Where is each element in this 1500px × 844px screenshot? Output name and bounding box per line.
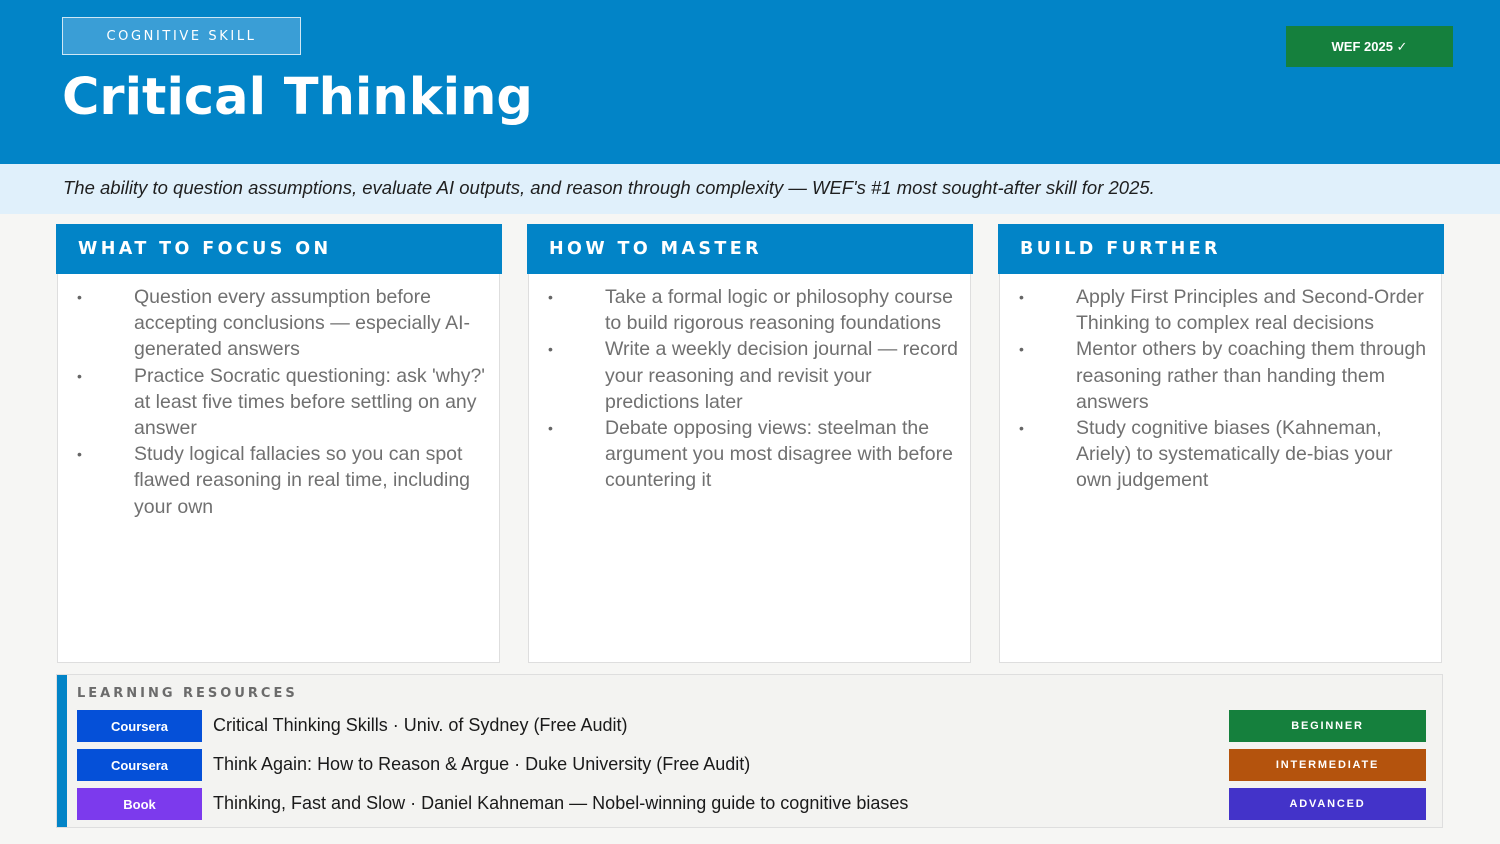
list-item xyxy=(76,284,490,363)
bullet-icon: • xyxy=(77,289,82,305)
list-item xyxy=(76,441,490,520)
list-item xyxy=(547,415,961,494)
card-header: BUILD FURTHER xyxy=(998,224,1444,274)
resources-accent-bar xyxy=(57,675,67,827)
bullet-icon: • xyxy=(548,289,553,305)
level-badge: BEGINNER xyxy=(1229,710,1426,742)
list-item xyxy=(1018,336,1432,415)
list-item xyxy=(1018,415,1432,494)
bullet-icon: • xyxy=(1019,420,1024,437)
level-badge: ADVANCED xyxy=(1229,788,1426,820)
resource-text: Think Again: How to Reason & Argue · Duke University (Free Audit) xyxy=(213,754,751,774)
source-badge: Coursera xyxy=(77,749,202,781)
resources-title: LEARNING RESOURCES xyxy=(77,686,298,701)
list-item xyxy=(1018,284,1432,336)
card-list xyxy=(1018,284,1432,494)
level-badge: INTERMEDIATE xyxy=(1229,749,1426,781)
tagline: The ability to question assumptions, evaluate AI outputs, and reason through complexity — WEF's #1 most sought-after skill for 2025. xyxy=(63,177,1155,198)
bullet-icon: • xyxy=(77,446,82,463)
bullet-icon: • xyxy=(1019,289,1024,305)
card-list xyxy=(547,284,961,494)
list-item-text: Study cognitive biases (Kahneman, Ariely) to systematically de-bias your own judgement xyxy=(1076,417,1393,492)
resource-row xyxy=(77,788,1427,820)
list-item-text: Question every assumption before accepting conclusions — especially AI-generated answers xyxy=(134,286,471,361)
learning-resources-panel xyxy=(56,674,1443,828)
list-item-text: Practice Socratic questioning: ask 'why?' at least five times before settling on any answer xyxy=(134,364,486,440)
card-header: WHAT TO FOCUS ON xyxy=(56,224,502,274)
card-what-to-focus-on xyxy=(56,224,502,664)
card-header: HOW TO MASTER xyxy=(527,224,973,274)
list-item-text: Study logical fallacies so you can spot flawed reasoning in real time, including your own xyxy=(134,443,471,518)
bullet-icon: • xyxy=(548,341,553,358)
resource-row xyxy=(77,710,1427,742)
list-item-text: Mentor others by coaching them through reasoning rather than handing them answers xyxy=(1076,338,1427,413)
bullet-icon: • xyxy=(77,367,82,384)
resource-text: Thinking, Fast and Slow · Daniel Kahneman — Nobel-winning guide to cognitive biases xyxy=(213,793,909,813)
card-build-further xyxy=(998,224,1444,664)
header-banner xyxy=(0,0,1500,164)
list-item xyxy=(547,336,961,415)
tagline-band xyxy=(0,164,1500,214)
page-title: Critical Thinking xyxy=(62,68,533,127)
list-item xyxy=(547,284,961,336)
card-list xyxy=(76,284,490,520)
list-item-text: Take a formal logic or philosophy course to build rigorous reasoning foundations xyxy=(605,286,953,335)
list-item-text: Apply First Principles and Second-Order Thinking to complex real decisions xyxy=(1076,286,1424,335)
bullet-icon: • xyxy=(1019,341,1024,358)
source-badge: Book xyxy=(77,788,202,820)
list-item xyxy=(76,363,490,442)
wef-badge: WEF 2025 ✓ xyxy=(1286,26,1453,67)
resource-text: Critical Thinking Skills · Univ. of Sydney (Free Audit) xyxy=(213,715,628,735)
category-badge: COGNITIVE SKILL xyxy=(62,17,301,55)
source-badge: Coursera xyxy=(77,710,202,742)
card-how-to-master xyxy=(527,224,973,664)
bullet-icon: • xyxy=(548,420,553,437)
resource-row xyxy=(77,749,1427,781)
list-item-text: Debate opposing views: steelman the argument you most disagree with before countering it xyxy=(605,417,953,492)
list-item-text: Write a weekly decision journal — record your reasoning and revisit your predictions later xyxy=(605,338,958,413)
